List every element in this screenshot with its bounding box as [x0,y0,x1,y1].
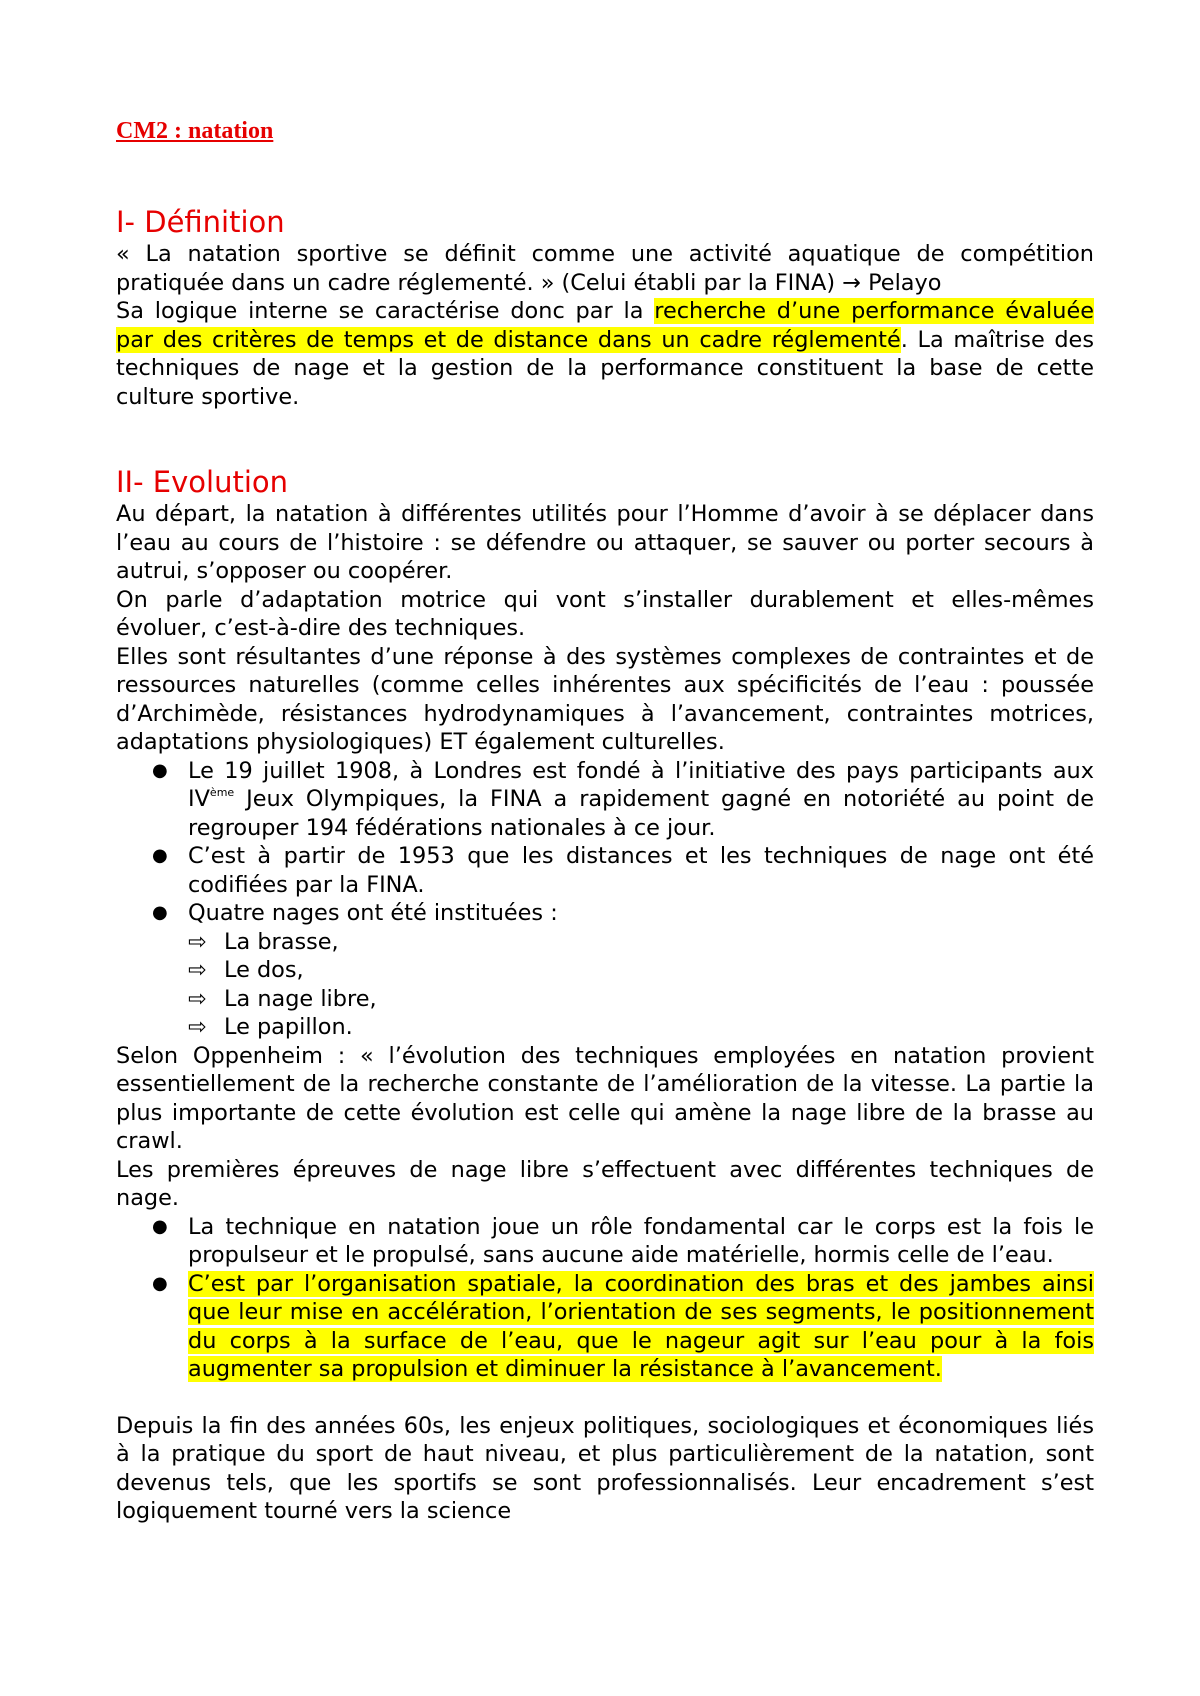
highlighted-text: recherche d’une performance évaluée par des critères de temps et de distance dans un cadre réglementé [116,298,1095,353]
list-item [116,899,1094,928]
logic-text-start: Sa logique interne se caractérise donc par la [116,298,655,324]
paragraph-utilities: Au départ, la natation à différentes utilités pour l’Homme d’avoir à se déplacer dans l’eau au cours de l’histoire : se défendre ou attaquer, se sauver ou porter secours à autrui, s’opposer ou coopérer. [116,501,1094,584]
bullet-icon: ● [152,1272,168,1294]
definition-quote: « La natation sportive se définit comme une activité aquatique de compétition pratiquée dans un cadre réglementé. » (Celui établi par la FINA) → Pelayo [116,241,1094,296]
list-item-text: C’est à partir de 1953 que les distances et les techniques de nage ont été codifiées par la FINA. [188,843,1094,898]
section-definition [116,240,1094,411]
stroke-item [116,985,1094,1014]
paragraph-constraints: Elles sont résultantes d’une réponse à des systèmes complexes de contraintes et de ressources naturelles (comme celles inhérentes aux spécificités de l’eau : poussée d’Archimède, résistances hydrodynamiques à l’avancement, contraintes motrices, adaptations physiologiques) ET également culturelles. [116,643,1094,755]
history-bullet-list [116,757,1094,928]
paragraph-professionalization: Depuis la fin des années 60s, les enjeux politiques, sociologiques et économiques liés à la pratique du sport de haut niveau, et plus particulièrement de la natation, sont devenus tels, que les sportifs se sont professionnalisés. Leur encadrement s’est logiquement tourné vers la science [116,1412,1094,1524]
stroke-item [116,928,1094,957]
strokes-list [116,928,1094,1042]
stroke-label: Le dos, [224,957,304,983]
arrow-right-icon: ⇨ [188,1014,207,1040]
stroke-label: La nage libre, [224,985,377,1012]
arrow-right-icon: ⇨ [188,928,207,955]
list-item [116,757,1094,843]
section-heading-definition: I- Définition [116,205,285,239]
list-item-text: Quatre nages ont été instituées : [188,900,558,926]
document-title: CM2 : natation [116,118,274,144]
bullet-icon: ● [152,1215,168,1237]
list-item [116,842,1094,899]
paragraph-motor-adaptation: On parle d’adaptation motrice qui vont s’installer durablement et elles-mêmes évoluer, c’est-à-dire des techniques. [116,586,1094,641]
stroke-item [116,956,1094,985]
section-evolution [116,500,1094,1526]
list-item [116,1213,1094,1270]
paragraph-oppenheim: Selon Oppenheim : « l’évolution des techniques employées en natation provient essentiellement de la recherche constante de l’amélioration de la vitesse. La partie la plus importante de cette évolution est celle qui amène la nage libre de la brasse au crawl. [116,1042,1094,1154]
technique-bullet-list [116,1213,1094,1384]
bullet-icon: ● [152,845,168,866]
paragraph-spacer [116,1384,1094,1412]
section-heading-evolution: II- Evolution [116,465,289,499]
logic-text-end: . La maîtrise des techniques de nage et la gestion de la performance constituent la base de cette culture sportive. [116,326,1095,410]
stroke-item [116,1013,1094,1042]
stroke-label: La brasse, [224,928,339,955]
arrow-right-icon: ⇨ [188,985,207,1012]
superscript: ème [209,786,235,799]
list-item-text: La technique en natation joue un rôle fondamental car le corps est la fois le propulseur et le propulsé, sans aucune aide matérielle, hormis celle de l’eau. [188,1213,1094,1268]
stroke-label: Le papillon. [224,1014,353,1040]
internal-logic-paragraph [116,297,1094,411]
highlighted-text: C’est par l’organisation spatiale, la coordination des bras et des jambes ainsi que leur mise en accélération, l’orientation de ses segments, le positionnement du corps à la surface de l’eau, que le nageur agit sur l’eau pour à la fois augmenter sa propulsion et diminuer la résistance à l’avancement. [188,1270,1094,1382]
bullet-icon: ● [152,902,168,923]
paragraph-first-events: Les premières épreuves de nage libre s’effectuent avec différentes techniques de nage. [116,1156,1094,1211]
bullet-icon: ● [152,759,168,781]
list-item-text: Jeux Olympiques, la FINA a rapidement gagné en notoriété au point de regrouper 194 fédérations nationales à ce jour. [188,786,1094,841]
list-item-text: Le 19 juillet 1908, à Londres est fondé à l’initiative des pays participants aux IV [188,757,1094,812]
arrow-right-icon: ⇨ [188,957,207,983]
list-item [116,1270,1094,1384]
